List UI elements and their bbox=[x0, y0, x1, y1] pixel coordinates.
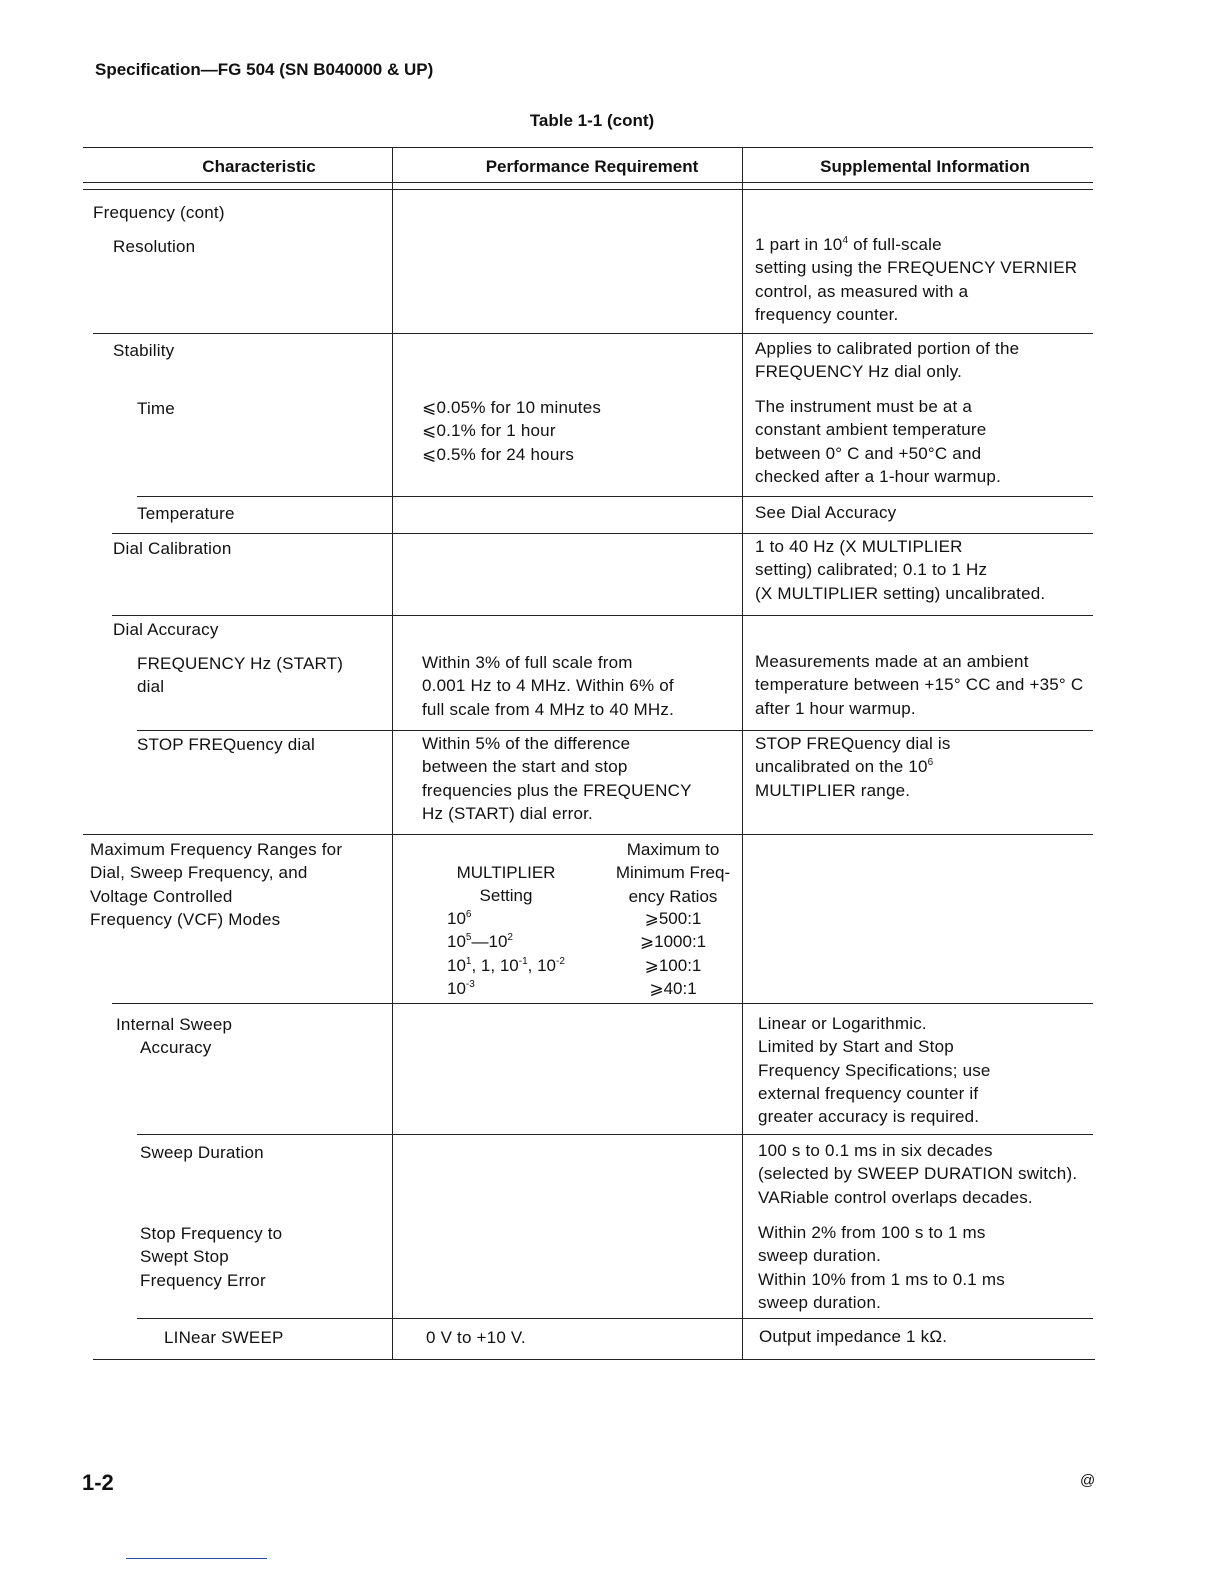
row-label-stop-frequency-error: Stop Frequency to Swept Stop Frequency Error bbox=[140, 1224, 283, 1290]
frequency-ratio-header: Maximum to Minimum Freq- ency Ratios bbox=[615, 840, 731, 906]
multiplier-setting: $10^6$ bbox=[447, 909, 472, 928]
row-separator bbox=[137, 1134, 1093, 1135]
internal-sweep-supplemental: Linear or Logarithmic. Limited by Start and Stop Frequency Specifications; use external frequency counter if greater accuracy is required. bbox=[758, 1014, 991, 1127]
column-header-supplemental: Supplemental Information bbox=[820, 157, 1030, 176]
multiplier-setting-header: MULTIPLIER Setting bbox=[456, 863, 556, 906]
row-label-time: Time bbox=[137, 399, 175, 418]
frequency-ratios-list: ⩾500:1 ⩾1000:1 ⩾100:1 ⩾40:1 bbox=[639, 909, 707, 998]
row-separator bbox=[112, 533, 1093, 534]
row-label-stop-frequency-dial: STOP FREQuency dial bbox=[137, 735, 315, 754]
multiplier-setting: $10^5—10^2$ bbox=[447, 932, 513, 952]
row-separator bbox=[137, 496, 1093, 497]
rule bbox=[83, 182, 1093, 183]
time-supplemental: The instrument must be at a constant ambient temperature between 0° C and +50°C and checked after a 1-hour warmup. bbox=[755, 397, 1002, 486]
row-separator bbox=[83, 834, 1093, 835]
decorative-rule bbox=[126, 1558, 267, 1559]
column-divider bbox=[742, 148, 743, 1360]
row-separator bbox=[93, 333, 1093, 334]
stop-frequency-dial-performance: Within 5% of the difference between the start and stop frequencies plus the FREQUENCY Hz (START) dial error. bbox=[422, 734, 692, 823]
time-performance: ⩽0.05% for 10 minutes ⩽0.1% for 1 hour ⩽0.5% for 24 hours bbox=[422, 398, 602, 464]
page-header: Specification—FG 504 (SN B040000 & UP) bbox=[95, 60, 434, 79]
stop-frequency-error-supplemental: Within 2% from 100 s to 1 ms sweep duration. Within 10% from 1 ms to 0.1 ms sweep duration. bbox=[758, 1223, 1005, 1312]
temperature-supplemental: See Dial Accuracy bbox=[755, 503, 897, 522]
column-header-performance: Performance Requirement bbox=[485, 157, 699, 176]
column-divider bbox=[392, 148, 393, 1360]
row-label-dial-calibration: Dial Calibration bbox=[113, 539, 232, 558]
linear-sweep-supplemental: Output impedance 1 kΩ. bbox=[759, 1327, 948, 1346]
table-title: Table 1-1 (cont) bbox=[529, 111, 655, 130]
dial-calibration-supplemental: 1 to 40 Hz (X MULTIPLIER setting) calibrated; 0.1 to 1 Hz (X MULTIPLIER setting) uncalibrated. bbox=[755, 537, 1046, 603]
rule bbox=[83, 147, 1093, 148]
row-label-resolution: Resolution bbox=[113, 237, 196, 256]
stop-frequency-dial-supplemental: STOP FREQuency dial is uncalibrated on the $10^6$ MULTIPLIER range. bbox=[755, 734, 951, 800]
multiplier-setting: $10^1$, 1, $10^{-1}$, $10^{-2}$ bbox=[447, 955, 565, 975]
resolution-supplemental: 1 part in $10^4$ of full-scale setting using the FREQUENCY VERNIER control, as measured with a frequency counter. bbox=[755, 235, 1078, 324]
row-label-dial-accuracy: Dial Accuracy bbox=[113, 620, 219, 639]
sweep-duration-supplemental: 100 s to 0.1 ms in six decades (selected by SWEEP DURATION switch). VARiable control overlaps decades. bbox=[758, 1141, 1078, 1207]
column-header-characteristic: Characteristic bbox=[202, 157, 316, 176]
page-number: 1-2 bbox=[82, 1470, 114, 1495]
row-label-frequency-hz-dial: FREQUENCY Hz (START) dial bbox=[137, 654, 344, 697]
row-separator bbox=[93, 1359, 1095, 1360]
row-label-stability: Stability bbox=[113, 341, 175, 360]
row-label-linear-sweep: LINear SWEEP bbox=[164, 1328, 284, 1347]
row-label-internal-sweep: Internal Sweep Accuracy bbox=[116, 1015, 233, 1058]
linear-sweep-performance: 0 V to +10 V. bbox=[426, 1328, 526, 1347]
row-separator bbox=[112, 1003, 1093, 1004]
row-separator bbox=[112, 615, 1093, 616]
row-separator bbox=[137, 730, 1093, 731]
row-label-max-frequency-ranges: Maximum Frequency Ranges for Dial, Sweep Frequency, and Voltage Controlled Frequency (VCF) Modes bbox=[90, 840, 343, 929]
frequency-hz-dial-performance: Within 3% of full scale from 0.001 Hz to 4 MHz. Within 6% of full scale from 4 MHz to 40 MHz. bbox=[422, 653, 675, 719]
row-label-temperature: Temperature bbox=[137, 504, 235, 523]
rule bbox=[83, 189, 1093, 190]
row-label-frequency-cont: Frequency (cont) bbox=[93, 203, 225, 222]
multiplier-setting: $10^{-3}$ bbox=[447, 978, 475, 998]
copyright-mark: @ bbox=[1080, 1472, 1096, 1489]
row-label-sweep-duration: Sweep Duration bbox=[140, 1143, 264, 1162]
frequency-hz-dial-supplemental: Measurements made at an ambient temperature between +15° CC and +35° C after 1 hour warmup. bbox=[755, 652, 1084, 718]
stability-supplemental: Applies to calibrated portion of the FREQUENCY Hz dial only. bbox=[755, 339, 1020, 382]
row-separator bbox=[137, 1318, 1093, 1319]
multiplier-settings-list bbox=[447, 907, 565, 1000]
